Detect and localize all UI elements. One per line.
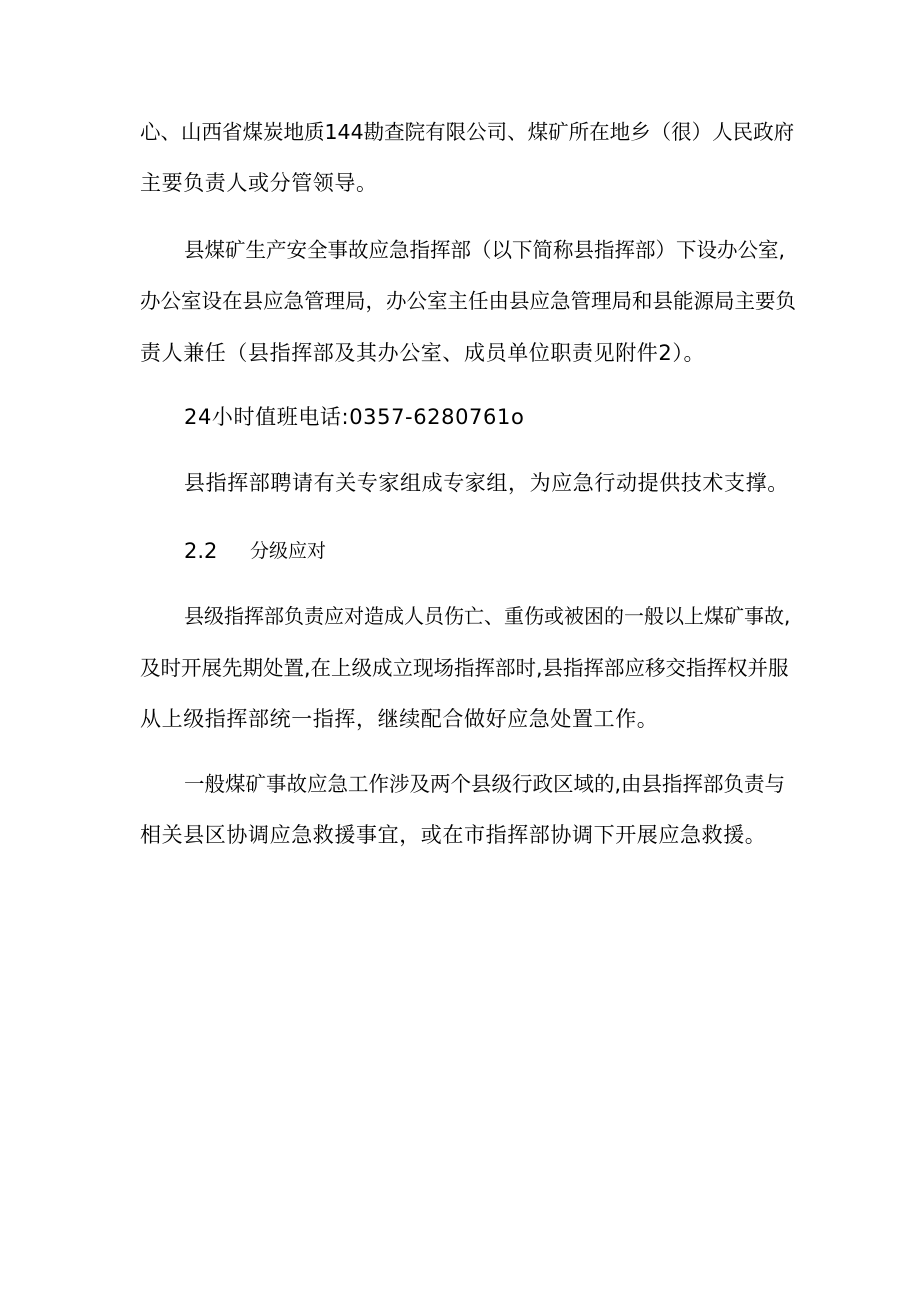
paragraph-5-line-1: 县级指挥部负责应对造成人员伤亡、重伤或被困的一般以上煤矿事故, xyxy=(184,604,791,628)
duty-hotline: 24小时值班电话:0357-6280761o xyxy=(184,405,525,429)
paragraph-4-line-1: 县指挥部聘请有关专家组成专家组，为应急行动提供技术支撑。 xyxy=(184,471,789,495)
paragraph-6-line-2: 相关县区协调应急救援事宜，或在市指挥部协调下开展应急救援。 xyxy=(140,823,767,847)
paragraph-5-line-3: 从上级指挥部统一指挥，继续配合做好应急处置工作。 xyxy=(140,707,659,731)
paragraph-5-line-2: 及时开展先期处置,在上级成立现场指挥部时,县指挥部应移交指挥权并服 xyxy=(140,656,789,680)
section-title: 分级应对 xyxy=(250,540,327,562)
paragraph-2-line-3: 责人兼任（县指挥部及其办公室、成员单位职责见附件2）。 xyxy=(140,341,706,365)
paragraph-1-line-2: 主要负责人或分管领导。 xyxy=(140,171,378,195)
paragraph-6-line-1: 一般煤矿事故应急工作涉及两个县级行政区域的,由县指挥部负责与 xyxy=(184,772,786,796)
paragraph-1-line-1: 心、山西省煤炭地质144勘查院有限公司、煤矿所在地乡（很）人民政府 xyxy=(140,120,795,144)
section-number: 2.2 xyxy=(184,539,218,563)
paragraph-2-line-1: 县煤矿生产安全事故应急指挥部（以下简称县指挥部）下设办公室, xyxy=(184,238,786,262)
paragraph-2-line-2: 办公室设在县应急管理局，办公室主任由县应急管理局和县能源局主要负 xyxy=(140,289,796,313)
